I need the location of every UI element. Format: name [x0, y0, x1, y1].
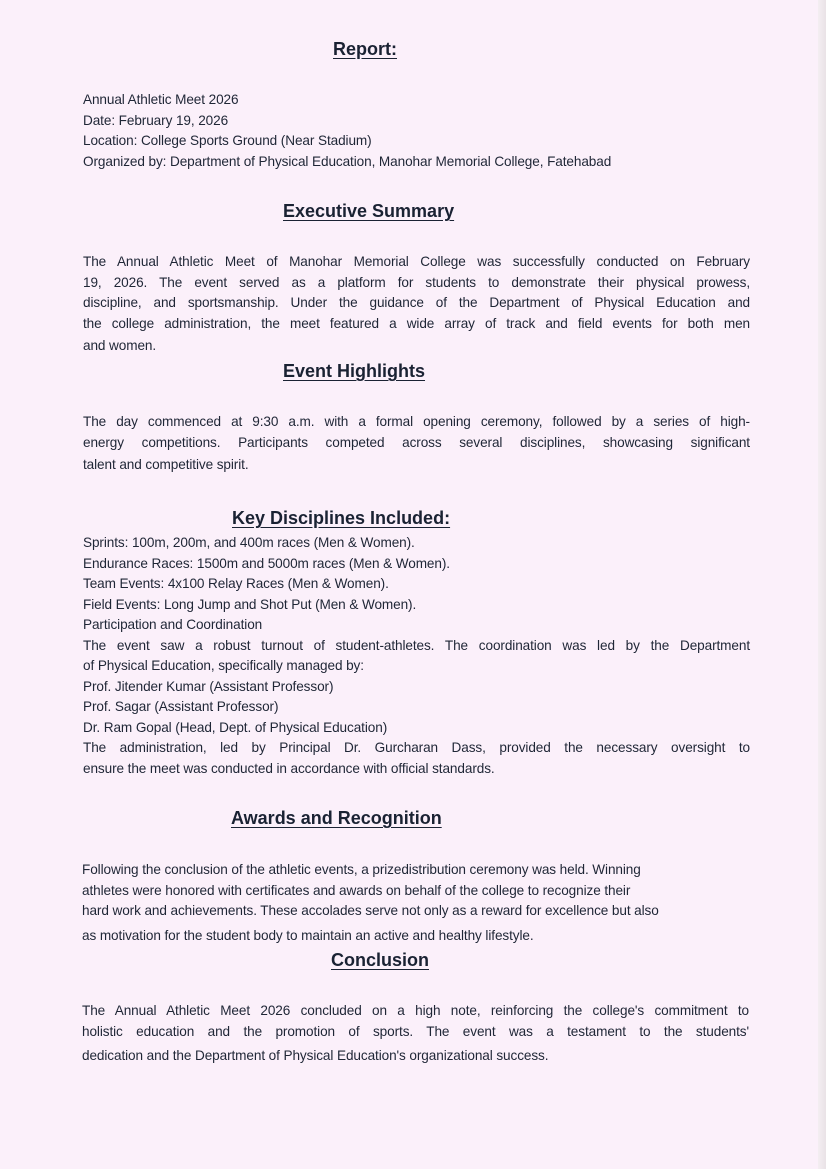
- text-line: energy competitions. Participants competed across several disciplines, showcasing significant: [83, 434, 750, 450]
- text-line: Sprints: 100m, 200m, and 400m races (Men & Women).: [83, 535, 415, 550]
- text-line: athletes were honored with certificates and awards on behalf of the college to recognize their: [82, 882, 631, 898]
- text-line: dedication and the Department of Physical Education's organizational success.: [82, 1048, 549, 1063]
- conclusion-heading: Conclusion: [331, 950, 429, 970]
- text-line: Prof. Jitender Kumar (Assistant Professor): [83, 678, 334, 694]
- text-line: 19, 2026. The event served as a platform for students to demonstrate their physical prowess,: [83, 274, 750, 290]
- text-line: Dr. Ram Gopal (Head, Dept. of Physical Education): [83, 719, 388, 735]
- event-location: Location: College Sports Ground (Near Stadium): [83, 133, 372, 148]
- text-line: Team Events: 4x100 Relay Races (Men & Women).: [83, 576, 389, 591]
- awards-text: [82, 860, 749, 946]
- text-line: discipline, and sportsmanship. Under the guidance of the Department of Physical Education and: [83, 295, 750, 310]
- conclusion-text: [82, 1001, 749, 1067]
- event-date: Date: February 19, 2026: [83, 112, 229, 128]
- awards-heading: Awards and Recognition: [231, 808, 442, 828]
- text-line: and women.: [83, 338, 157, 353]
- text-line: the college administration, the meet featured a wide array of track and field events for both men: [83, 315, 750, 331]
- text-line: as motivation for the student body to maintain an active and healthy lifestyle.: [82, 927, 534, 943]
- text-line: ensure the meet was conducted in accordance with official standards.: [83, 760, 495, 776]
- event-highlights-heading: Event Highlights: [283, 361, 426, 381]
- text-line: hard work and achievements. These accolades serve not only as a reward for excellence but also: [82, 903, 659, 918]
- event-highlights-text: [83, 412, 750, 476]
- executive-summary-heading: Executive Summary: [283, 201, 455, 221]
- meta-block: [83, 90, 750, 172]
- text-line: of Physical Education, specifically managed by:: [83, 658, 364, 673]
- text-line: The day commenced at 9:30 a.m. with a formal opening ceremony, followed by a series of high-: [83, 414, 750, 429]
- text-line: The Annual Athletic Meet 2026 concluded on a high note, reinforcing the college's commitment to: [82, 1003, 749, 1018]
- text-line: The administration, led by Principal Dr. Gurcharan Dass, provided the necessary oversight to: [83, 740, 750, 755]
- text-line: Following the conclusion of the athletic events, a prizedistribution ceremony was held. Winning: [82, 862, 641, 877]
- text-line: Participation and Coordination: [83, 617, 263, 632]
- text-line: Endurance Races: 1500m and 5000m races (Men & Women).: [83, 555, 450, 571]
- event-name: Annual Athletic Meet 2026: [83, 92, 239, 107]
- key-disciplines-heading: Key Disciplines Included:: [232, 508, 451, 528]
- event-organizer: Organized by: Department of Physical Education, Manohar Memorial College, Fatehabad: [83, 153, 612, 169]
- report-title: Report:: [333, 39, 397, 59]
- text-line: talent and competitive spirit.: [83, 457, 249, 472]
- text-line: Prof. Sagar (Assistant Professor): [83, 699, 279, 714]
- executive-summary-text: [83, 252, 750, 357]
- text-line: Field Events: Long Jump and Shot Put (Men & Women).: [83, 596, 417, 612]
- text-line: The Annual Athletic Meet of Manohar Memorial College was successfully conducted on February: [83, 254, 750, 269]
- key-disciplines-text: [83, 533, 750, 779]
- text-line: The event saw a robust turnout of student-athletes. The coordination was led by the Department: [83, 637, 750, 653]
- text-line: holistic education and the promotion of sports. The event was a testament to the students': [82, 1023, 749, 1039]
- scan-edge: [818, 0, 826, 1169]
